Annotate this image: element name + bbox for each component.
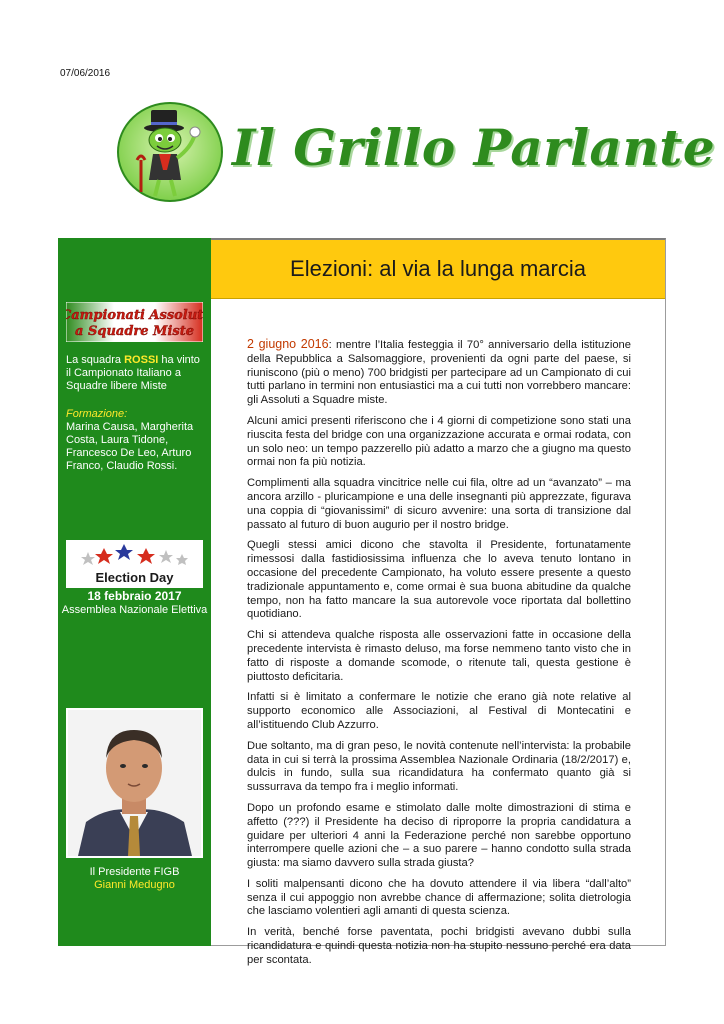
- article-paragraph-1: [247, 338, 631, 408]
- article-paragraph-3: Complimenti alla squadra vincitrice nelle cui fila, oltre ad un “avanzato” – ma ancora arzillo - pluricampione e una delle insegnanti più apprezzate, figurava una coppia di “giovanissimi” di sicuro avvenire: una sorta di transizione dal passato al futuro di buon augurio per il nostro bridge.: [247, 477, 631, 531]
- article-paragraph-4: Quegli stessi amici dicono che stavolta il Presidente, fortunatamente rimessosi dalla fastidiosissima influenza che lo aveva tenuto lontano in occasione del precedente Campionato, ha voluto essere presente a questo tradizionale appuntamento e, come ormai è sua buona abitudine da qualche tempo, non ha fatto mancare la sua autorevole voce riportata dal bollettino quotidiano.: [247, 539, 631, 621]
- headline-bar: [211, 240, 665, 299]
- election-subtitle: Assemblea Nazionale Elettiva: [61, 604, 208, 616]
- photo-caption: Il Presidente FIGB: [89, 866, 180, 878]
- sidebar: [58, 238, 211, 946]
- article-dateline: 2 giugno 2016: [247, 337, 329, 351]
- cricket-logo-icon: [115, 100, 225, 204]
- banner-line-1: Campionati Assoluti: [66, 308, 203, 323]
- formazione-list: Marina Causa, Margherita Costa, Laura Tidone, Francesco De Leo, Arturo Franco, Claudio Rossi.: [66, 421, 194, 472]
- campionati-banner: [66, 302, 203, 342]
- paragraph-1-text: : mentre l’Italia festeggia il 70° anniversario della istituzione della Repubblica a Salsomaggiore, provenienti da ogni parte del paese, si riuniscono (più o meno) 700 bridgisti per partecipare ad un Campionato di cui tutti parlano in termini non entusiastici ma a cui tutti non vorrebbero mancare: gli Assoluti a Squadre miste.: [247, 339, 631, 407]
- article-paragraph-7: Due soltanto, ma di gran peso, le novità contenute nell’intervista: la probabile data in cui si terrà la prossima Assemblea Nazionale Ordinaria (18/2/2017) e, dulcis in fundo, sulla sua ricandidatura ha confermato quanto già si sussurrava da tempo fra i meglio informati.: [247, 739, 631, 794]
- president-photo: [68, 710, 201, 856]
- winner-text: [66, 354, 206, 393]
- winner-team: ROSSI: [124, 354, 159, 366]
- article-paragraph-10: In verità, benché forse paventata, pochi bridgisti avevano dubbi sulla ricandidatura e quindi questa notizia non ha stupito nessuno perché era data per scontata.: [247, 926, 631, 966]
- article-paragraph-9: I soliti malpensanti dicono che ha dovuto attendere il via libera “dall’alto” senza il cui appoggio non avrebbe chance di affermazione; solita dietrologia che lasciamo volentieri agli amanti di questa scienza.: [247, 877, 631, 918]
- article-headline: Elezioni: al via la lunga marcia: [290, 256, 586, 281]
- election-date: 18 febbraio 2017: [87, 589, 182, 603]
- winner-prefix: La squadra: [66, 354, 125, 366]
- banner-line-2: a Squadre Miste: [75, 324, 194, 339]
- formazione-label: Formazione:: [66, 408, 128, 420]
- article-frame: [211, 238, 666, 966]
- election-day-badge: [66, 540, 203, 588]
- article-paragraph-6: Infatti si è limitato a confermare le notizie che erano già note relative al supporto economico alle Associazioni, al Festival di Montecatini e all’istituendo Club Azzurro.: [247, 691, 631, 731]
- article-body: [247, 338, 631, 975]
- winner-suffix: ha vinto il Campionato Italiano a Squadre libere Miste: [66, 354, 200, 392]
- photo-name: Gianni Medugno: [94, 879, 175, 891]
- article-paragraph-2: Alcuni amici presenti riferiscono che i 4 giorni di competizione sono stati una riuscita festa del bridge con una organizzazione accurata e ormai rodata, con un solo neo: un tempo pazzerello più adatto a marzo che a giugno ma questo ormai non fa più notizia.: [247, 414, 631, 469]
- president-photo-frame: [66, 708, 203, 858]
- election-badge-text: Election Day: [95, 570, 174, 585]
- article-paragraph-8: Dopo un profondo esame e stimolato dalle molte dimostrazioni di stima e affetto (???) il Presidente ha deciso di riproporre la propria candidatura a guidare per ulteriori 4 anni la Federazione perché non sarebbe opportuno interrompere quelle azioni che – a suo parere – hanno condotto sulla strada giusta: ma siamo davvero sulla strada giusta?: [247, 801, 631, 870]
- article-paragraph-5: Chi si attendeva qualche risposta alle osservazioni fatte in occasione della precedente intervista è rimasto deluso, ma forse nemmeno tanto visto che in fatto di risposte a domande scomode, o ritenute tali, questa gestione è piuttosto deficitaria.: [247, 629, 631, 683]
- masthead-title: Il Grillo Parlante: [232, 118, 716, 177]
- page-date: 07/06/2016: [60, 68, 111, 79]
